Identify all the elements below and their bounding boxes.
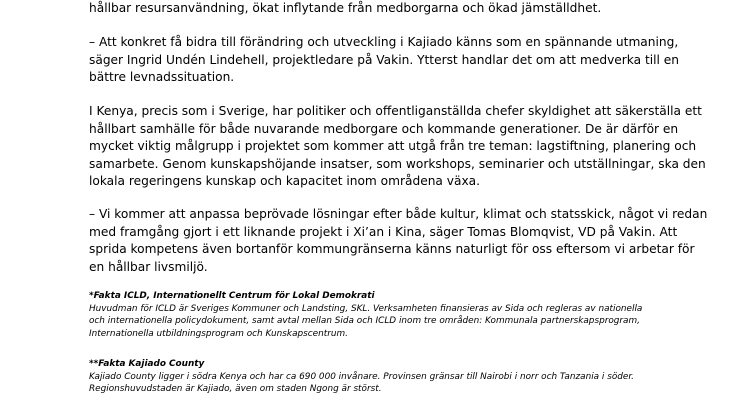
paragraph-kenya bbox=[89, 103, 706, 191]
footnote-icld bbox=[89, 290, 642, 341]
footnote-line: Huvudman för ICLD är Sveriges Kommuner och Landsting, SKL. Verksamheten finansieras av Sida och regleras av nationella bbox=[89, 303, 643, 314]
text-line: I Kenya, precis som i Sverige, har politiker och offentliganställda chefer skyldighet att säkerställa ett bbox=[89, 104, 702, 118]
text-line: hållbart samhälle för både nuvarande medborgare och kommande generationer. De är därför en bbox=[89, 121, 679, 136]
footnote-title: **Fakta Kajiado County bbox=[89, 359, 205, 369]
text-line: bättre levnadssituation. bbox=[89, 70, 235, 85]
text-line: – Vi kommer att anpassa beprövade lösningar efter både kultur, klimat och statsskick, något vi redan bbox=[89, 207, 708, 221]
paragraph-quote-tomas bbox=[89, 206, 707, 276]
text-line: sprida kompetens även bortanför kommungränserna känns naturligt för oss eftersom vi arbetar för bbox=[89, 242, 695, 257]
footnote-line: och internationella policydokument, samt avtal mellan Sida och ICLD inom tre områden: Kommunala partnerskapsprogram, bbox=[89, 316, 640, 327]
footnote-line: Regionshuvudstaden är Kajiado, även om staden Ngong är störst. bbox=[89, 384, 382, 395]
footnote-line: Internationella utbildningsprogram och Kunskapscentrum. bbox=[89, 329, 348, 340]
text-line: säger Ingrid Undén Lindehell, projektledare på Vakin. Ytterst handlar det om att medverka till en bbox=[89, 52, 680, 67]
text-line: mycket viktig målgrupp i projektet som kommer att utgå från tre teman: lagstiftning, planering och bbox=[89, 139, 697, 154]
paragraph-intro-end bbox=[89, 0, 601, 18]
footnote-line: Kajiado County ligger i södra Kenya och har ca 690 000 invånare. Provinsen gränsar till Nairobi i norr och Tanzania i söder. bbox=[89, 371, 635, 382]
paragraph-quote-ingrid bbox=[89, 34, 679, 87]
footnote-title: *Fakta ICLD, Internationellt Centrum för Lokal Demokrati bbox=[89, 291, 375, 301]
text-line: med framgång gjort i ett liknande projekt i Xi’an i Kina, säger Tomas Blomqvist, VD på Vakin. Att bbox=[89, 224, 678, 239]
text-line: – Att konkret få bidra till förändring och utveckling i Kajiado känns som en spännande utmaning, bbox=[89, 35, 679, 49]
text-line: en hållbar livsmiljö. bbox=[89, 259, 208, 274]
text-line: samarbete. Genom kunskapshöjande insatser, som workshops, seminarier och utställningar, ska den bbox=[89, 156, 706, 171]
text-line: lokala regeringens kunskap och kapacitet inom områdena växa. bbox=[89, 174, 481, 189]
footnote-kajiado bbox=[89, 358, 634, 396]
text-line: hållbar resursanvändning, ökat inflytande från medborgarna och ökad jämställdhet. bbox=[89, 1, 602, 15]
